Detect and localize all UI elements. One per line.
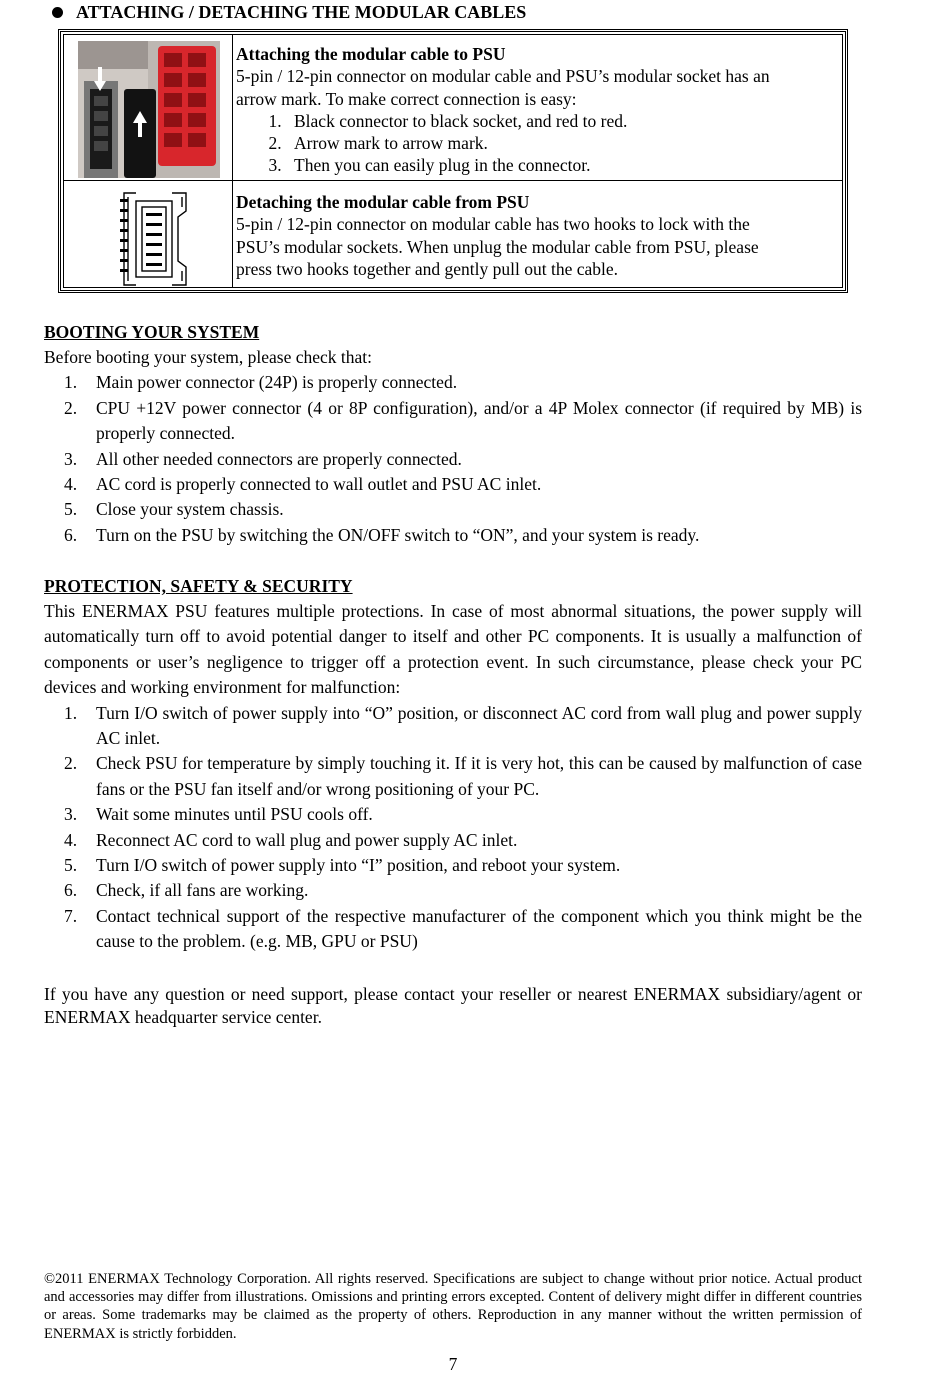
modular-cables-title: ATTACHING / DETACHING THE MODULAR CABLES (76, 2, 527, 22)
attaching-step: 3. Then you can easily plug in the connector. (286, 154, 836, 176)
section-title-modular-cables (52, 2, 526, 23)
booting-item: 3. All other needed connectors are properly connected. (64, 448, 462, 469)
protection-item: 7. Contact technical support of the respective manufacturer of the component which you think might be the cause to the problem. (e.g. MB, GPU or PSU) (64, 905, 862, 952)
attaching-heading: Attaching the modular cable to PSU (236, 44, 506, 64)
protection-item: 3. Wait some minutes until PSU cools off. (64, 804, 373, 825)
protection-section (44, 574, 862, 955)
detaching-line-3: press two hooks together and gently pull out the cable. (236, 258, 619, 279)
booting-item: 1. Main power connector (24P) is properly connected. (64, 372, 458, 393)
protection-title: PROTECTION, SAFETY & SECURITY (44, 576, 353, 596)
support-contact-paragraph: If you have any question or need support, please contact your reseller or nearest ENERMAX subsidiary/agent or ENERMAX headquarter service center. (44, 984, 862, 1027)
detaching-instructions (236, 191, 836, 280)
modular-cable-table (58, 29, 848, 293)
attaching-step: 2. Arrow mark to arrow mark. (286, 132, 836, 154)
booting-title: BOOTING YOUR SYSTEM (44, 322, 260, 342)
booting-intro: Before booting your system, please check that: (44, 347, 373, 367)
protection-item: 5. Turn I/O switch of power supply into “I” position, and reboot your system. (64, 855, 621, 876)
connector-photo (78, 41, 220, 178)
bullet-icon (52, 7, 63, 18)
page-number: 7 (448, 1354, 458, 1374)
protection-item: 1. Turn I/O switch of power supply into “O” position, or disconnect AC cord from wall plug and power supply AC inlet. (64, 702, 862, 749)
copyright-footer: ©2011 ENERMAX Technology Corporation. All rights reserved. Specifications are subject to change without prior notice. Actual product and accessories may differ from illustrations. Omissions and printing errors excepted. Content of delivery might differ in different countries or areas. Some trademarks may be claimed as the property of others. Reproduction in any manner without the written permission of ENERMAX is strictly forbidden. (44, 1271, 862, 1342)
booting-item: 2. CPU +12V power connector (4 or 8P configuration), and/or a 4P Molex connector (if required by MB) is properly connected. (64, 397, 862, 444)
detaching-heading: Detaching the modular cable from PSU (236, 192, 530, 212)
protection-item: 2. Check PSU for temperature by simply touching it. If it is very hot, this can be caused by malfunction of case fans or the PSU fan itself and/or wrong positioning of your PC. (64, 753, 862, 799)
connector-hooks-diagram (120, 187, 192, 291)
attaching-line-2: arrow mark. To make correct connection is easy: (236, 88, 577, 109)
detaching-line-2: PSU’s modular sockets. When unplug the modular cable from PSU, please (236, 236, 759, 257)
booting-section (44, 320, 862, 548)
protection-item: 6. Check, if all fans are working. (64, 880, 309, 901)
protection-item: 4. Reconnect AC cord to wall plug and power supply AC inlet. (64, 829, 518, 850)
booting-item: 4. AC cord is properly connected to wall outlet and PSU AC inlet. (64, 474, 542, 495)
attaching-instructions (236, 43, 836, 177)
protection-intro: This ENERMAX PSU features multiple protections. In case of most abnormal situations, the power supply will automatically turn off to avoid potential danger to itself and other PC components. It is usually a malfunction of components or user’s negligence to trigger off a protection event. In such circumstance, please check your PC devices and working environment for malfunction: (44, 601, 862, 698)
booting-item: 6. Turn on the PSU by switching the ON/OFF switch to “ON”, and your system is ready. (64, 524, 700, 545)
booting-item: 5. Close your system chassis. (64, 499, 284, 520)
attaching-line-1: 5-pin / 12-pin connector on modular cable and PSU’s modular socket has an (236, 66, 770, 87)
detaching-line-1: 5-pin / 12-pin connector on modular cable has two hooks to lock with the (236, 214, 750, 235)
attaching-step: 1. Black connector to black socket, and red to red. (286, 110, 836, 132)
